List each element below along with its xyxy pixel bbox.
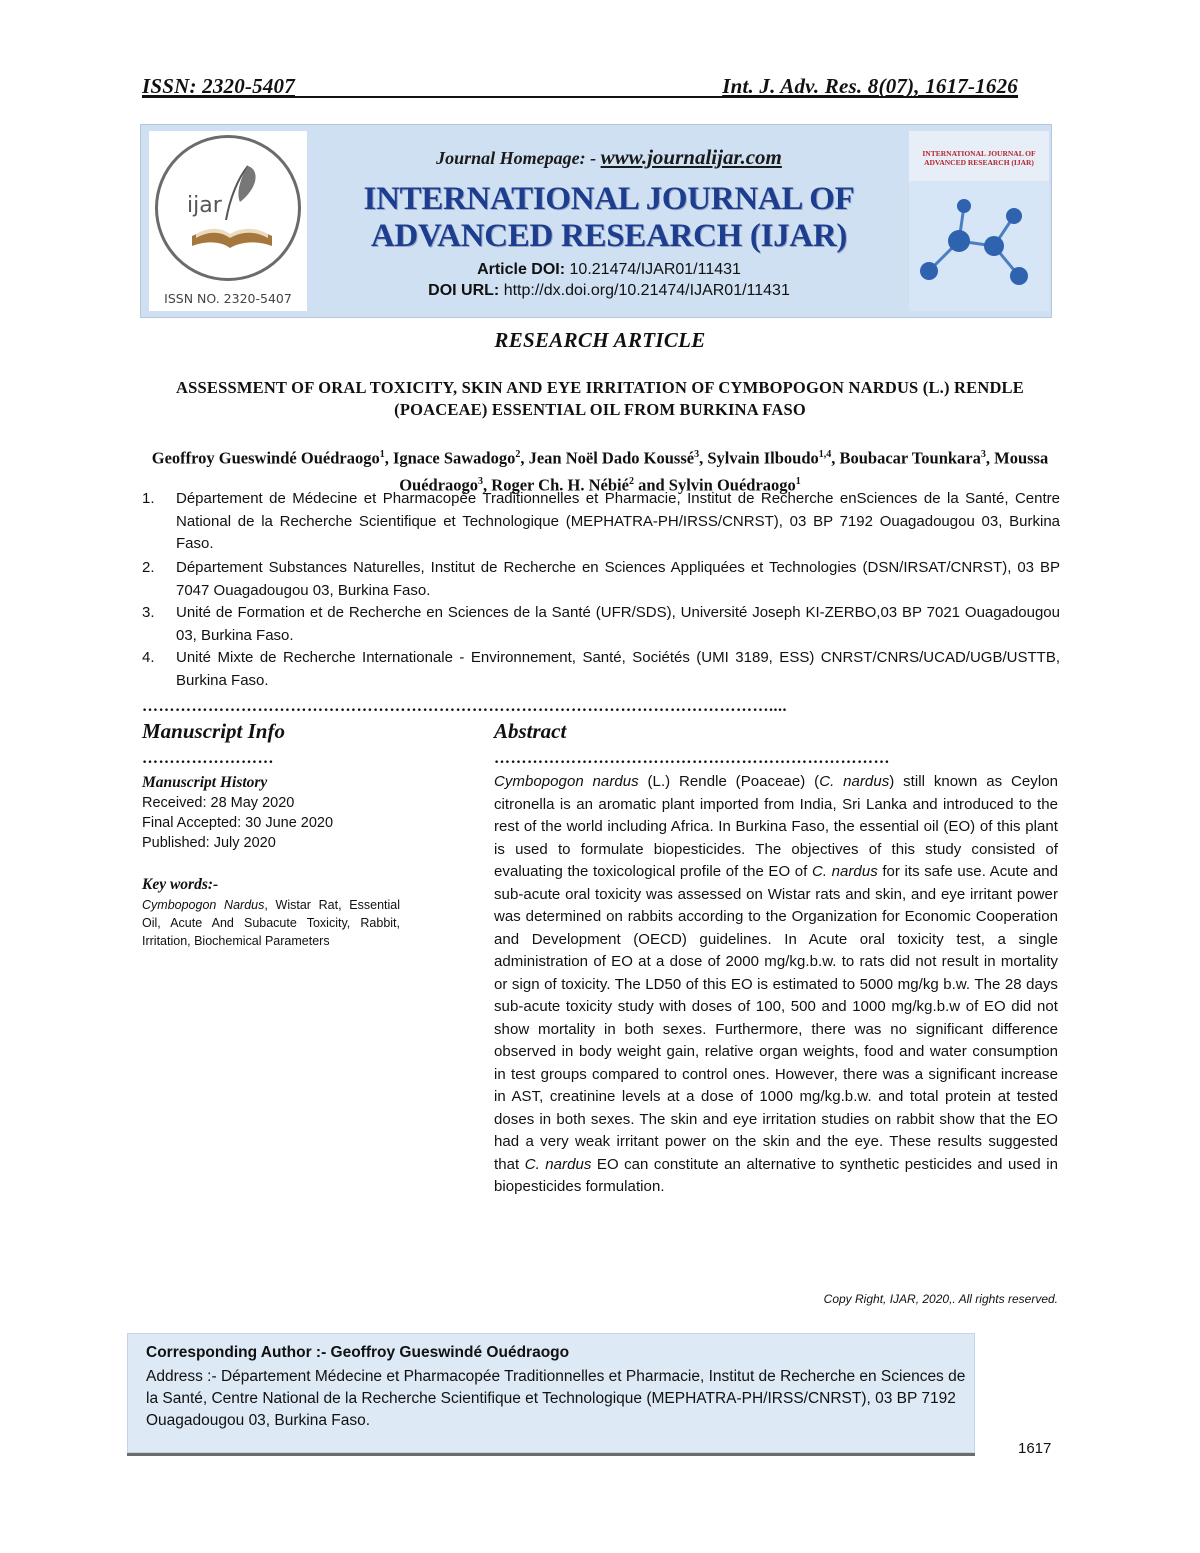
page-number: 1617 [1018,1440,1052,1457]
author-name: Sylvain Ilboudo [707,448,819,468]
logo-circle [155,135,301,281]
affiliation-4 [142,647,1060,692]
abstract-text: EO can constitute an alternative to synthetic pesticides and used in biopesticides formulation. [494,1155,1058,1195]
journal-cover-image [909,131,1049,311]
abstract-body [494,771,1058,1199]
author-separator: , [985,448,995,468]
doi-value: 10.21474/IJAR01/11431 [569,261,741,278]
logo-issn: ISSN NO. 2320-5407 [164,291,292,306]
manuscript-info-dots: …………………… [142,750,274,767]
manuscript-info-heading: Manuscript Info [142,719,285,743]
abstract-species-name: C. nardus [811,863,878,880]
abstract-text: (L.) Rendle (Poaceae) ( [638,773,820,790]
author-separator: , [483,475,492,494]
affiliation-text: Unité de Formation et de Recherche en Sciences de la Santé (UFR/SDS), Université Joseph KI-ZERBO,03 BP 7021 Ouagadougou 03, Burkina Faso. [176,604,1060,644]
abstract-text: for its safe use. Acute and sub-acute oral toxicity was assessed on Wistar rats and skin, and eye irritant power was determined on rabbits according to the Organization for Economic Cooperation and Development (OECD) guidelines. In Acute oral toxicity test, a single administration of EO at a dose of 2000 mg/kg.b.w. to rats did not result in mortality or sign of toxicity. The LD50 of this EO is estimated to 5000 mg/kg b.w. The 28 days sub-acute toxicity study with doses of 100, 500 and 1000 mg/kg.b.w of EO did not show mortality in both sexes. Furthermore, there was no significant difference observed in body weight gain, relative organ weights, food and water consumption in test groups compared to control ones. However, there was a significant increase in AST, creatinine levels at a dose of 1000 mg/kg.b.w. and total protein at tested doses in both sexes. The skin and eye irritation studies on rabbit show that the EO had a very weak irritant power on the skin and the eye. These results suggested that [494,863,1058,1173]
keywords-list [142,896,400,950]
author-separator: , [831,448,840,468]
abstract-heading: Abstract [494,719,567,743]
journal-title [311,181,907,255]
keywords-italic: Cymbopogon Nardus [142,898,265,912]
affiliation-1 [142,488,1060,556]
journal-title-line2: ADVANCED RESEARCH (IJAR) [370,218,848,254]
author-separator: and [633,475,669,494]
author-affiliation-sup: 2 [515,449,521,460]
molecule-icon [909,181,1049,311]
running-header-citation: Int. J. Adv. Res. 8(07), 1617-1626 [722,74,1018,98]
affiliation-text: Unité Mixte de Recherche Internationale - Environnement, Santé, Sociétés (UMI 3189, ESS) CNRST/CNRS/UCAD/UGB/USTTB, Burkina Faso. [176,649,1060,689]
affiliation-number: 2. [142,559,155,576]
author-affiliation-sup: 3 [980,449,986,460]
abstract-dots: ……………………………………………………………… [494,750,890,767]
author-name: Geoffroy Gueswindé Ouédraogo [151,448,380,468]
author-separator: , [699,448,708,468]
doi-url-link[interactable]: http://dx.doi.org/10.21474/IJAR01/11431 [503,282,790,299]
journal-logo [149,131,307,311]
affiliation-number: 1. [142,490,155,507]
copyright-notice: Copy Right, IJAR, 2020,. All rights reserved. [823,1292,1058,1306]
affiliation-3 [142,602,1060,647]
keywords-heading: Key words:- [142,876,219,893]
corresponding-author-heading: Corresponding Author :- Geoffroy Gueswindé Ouédraogo [146,1344,570,1361]
corresponding-author-address: Address :- Département Médecine et Pharmacopée Traditionnelles et Pharmacie, Institut de Recherche en Sciences de la Santé, Centre National de la Recherche Scientifique et Technologique (MEPHATRA-PH/IRSS/CNRST), 03 BP 7192 Ouagadougou 03, Burkina Faso. [146,1368,966,1429]
affiliation-number: 3. [142,604,155,621]
affiliation-2 [142,557,1060,602]
author-name: Boubacar Tounkara [839,448,981,468]
affiliation-number: 4. [142,649,155,666]
cover-title: INTERNATIONAL JOURNAL OF ADVANCED RESEARCH (IJAR) [922,149,1036,167]
author-affiliation-sup: 1,4 [818,449,832,460]
author-name: Roger Ch. H. Nébié [491,475,629,494]
footer-rule [127,1453,975,1456]
author-separator: , [384,448,393,468]
section-separator: …………………………………………………………………………………………………….... [142,698,787,715]
header-rule [142,96,1018,98]
manuscript-history [142,773,404,853]
corresponding-author-box [127,1333,975,1453]
author-name: Sylvin Ouédraogo [668,475,796,494]
author-affiliation-sup: 2 [628,475,634,487]
running-header-issn: ISSN: 2320-5407 [142,74,295,98]
doi-url-label: DOI URL: [428,282,500,299]
journal-homepage [311,145,907,170]
journal-title-line1: INTERNATIONAL JOURNAL OF [363,181,855,217]
affiliation-text: Département Substances Naturelles, Institut de Recherche en Sciences Appliquées et Technologies (DSN/IRSAT/CNRST), 03 BP 7047 Ouagadougou 03, Burkina Faso. [176,559,1060,599]
doi-label: Article DOI: [477,261,566,278]
author-affiliation-sup: 1 [795,475,801,487]
author-affiliation-sup: 3 [478,475,484,487]
received-date: Received: 28 May 2020 [142,795,295,811]
homepage-label: Journal Homepage: - [436,148,597,168]
author-name: Moussa Ouédraogo [399,448,1049,494]
author-separator: , [520,448,529,468]
article-doi [311,261,907,279]
keywords-rest: , Wistar Rat, Essential Oil, Acute And Subacute Toxicity, Rabbit, Irritation, Biochemical Parameters [142,898,400,948]
abstract-species-name: C. nardus [819,773,890,790]
abstract-species-name: C. nardus [524,1155,592,1173]
logo-text: ijar [187,193,222,218]
author-affiliation-sup: 3 [694,449,700,460]
author-affiliation-sup: 1 [379,449,385,460]
journal-banner [140,124,1052,318]
author-name: Ignace Sawadogo [392,448,516,468]
homepage-link[interactable]: www.journalijar.com [600,145,782,169]
article-title: ASSESSMENT OF ORAL TOXICITY, SKIN AND EYE IRRITATION OF CYMBOPOGON NARDUS (L.) RENDLE (POACEAE) ESSENTIAL OIL FROM BURKINA FASO [176,378,1024,419]
manuscript-history-heading: Manuscript History [142,774,268,791]
accepted-date: Final Accepted: 30 June 2020 [142,815,334,831]
abstract-text: ) still known as Ceylon citronella is an aromatic plant imported from India, Sri Lanka and introduced to the rest of the world including Africa. In Burkina Faso, the essential oil (EO) of this plant is used to formulate biopesticides. The objectives of this study consisted of evaluating the toxicological profile of the EO of [494,773,1059,880]
published-date: Published: July 2020 [142,835,276,851]
abstract-species-name: Cymbopogon nardus [494,773,639,790]
doi-url [311,282,907,300]
author-name: Jean Noël Dado Koussé [528,448,695,468]
affiliation-text: Département de Médecine et Pharmacopée Traditionnelles et Pharmacie, Institut de Recherche enSciences de la Santé, Centre National de la Recherche Scientifique et Technologique (MEPHATRA-PH/IRSS/CNRST), 03 BP 7192 Ouagadougou 03, Burkina Faso. [176,490,1060,552]
article-type: RESEARCH ARTICLE [494,328,706,352]
